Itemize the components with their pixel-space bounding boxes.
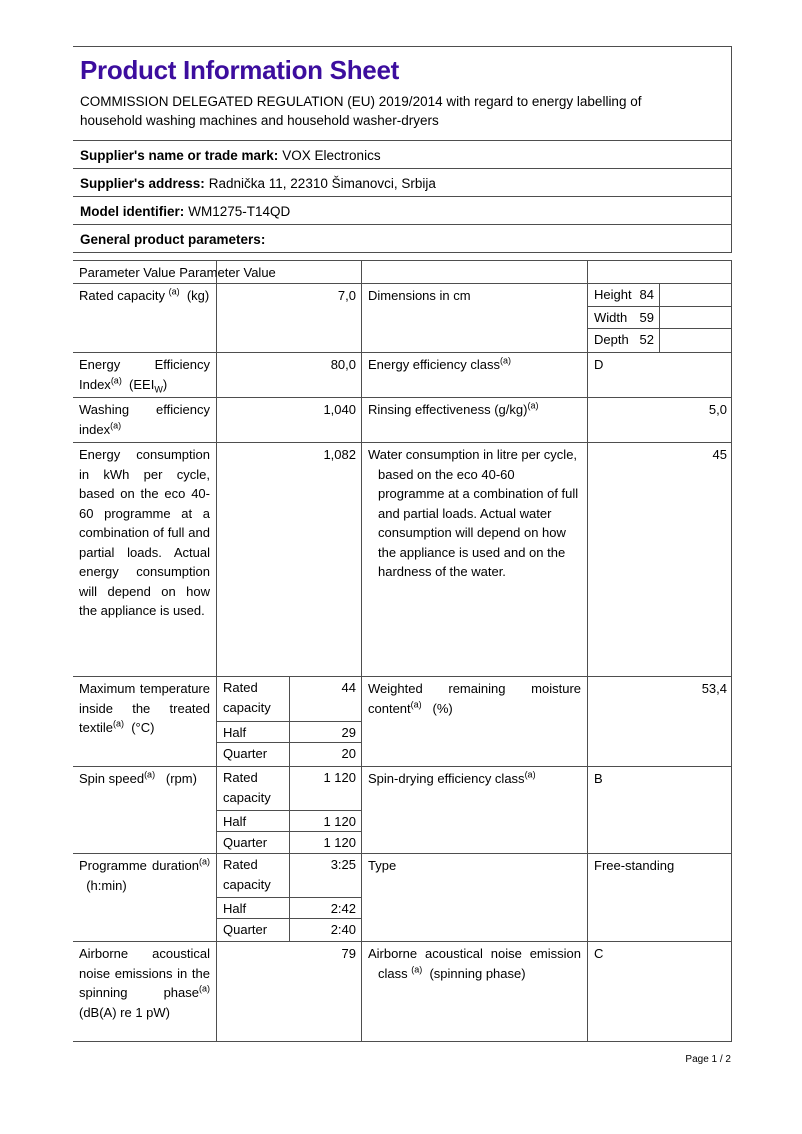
param-cell: Water consumption in litre per cycle, based on the eco 40-60 programme at a combination of full and partial loads. Actual water consumption will depend on how the appliance is used and on the hardness of the water. (362, 443, 588, 676)
dimension-row-height (588, 284, 732, 307)
row-energy-water-consumption (73, 443, 732, 677)
row-spin-speed (73, 767, 732, 854)
subrow-value: 1 120 (323, 814, 356, 830)
dimension-value: 84 (639, 287, 654, 302)
param-cell: Dimensions in cm (362, 284, 588, 352)
value-cell: 5,0 (708, 402, 727, 417)
subrow-quarter (217, 743, 361, 766)
value-cell: B (594, 771, 603, 786)
param-cell: Energy consumption in kWh per cycle, based on the eco 40-60 programme at a combination of full and partial loads. Actual energy consumption will depend on how the appliance is used. (73, 443, 217, 676)
subrow-value: 2:40 (330, 922, 356, 938)
supplier-name-row (73, 141, 731, 169)
param-cell: Rinsing effectiveness $(g/kg)^{(a)}$ (362, 398, 588, 442)
dimension-value: 52 (639, 332, 654, 348)
value-cell: 1,040 (217, 398, 362, 442)
param-cell: Rated capacity $^{(a)}$ (kg) (73, 284, 217, 352)
dimension-row-depth (588, 329, 732, 352)
value-cell: 45 (712, 447, 727, 462)
parameters-table (73, 260, 732, 1042)
supplier-address-value: Radnička 11, 22310 Šimanovci, Srbija (208, 176, 436, 191)
subrow-half (217, 811, 361, 832)
subrow-value: 29 (341, 724, 356, 740)
subrow-value: 1 120 (323, 770, 356, 785)
row-programme-duration (73, 854, 732, 942)
subrow-label: Rated capacity (217, 854, 290, 897)
subrow-half (217, 722, 361, 744)
document-header-table (73, 46, 732, 253)
value-cell: C (594, 946, 604, 961)
subrow-label: Half (217, 898, 290, 918)
subrow-quarter (217, 832, 361, 853)
supplier-address-row (73, 169, 731, 197)
row-washing-efficiency (73, 398, 732, 443)
empty-cell (660, 307, 732, 329)
supplier-address-label: Supplier's address: (80, 176, 205, 191)
dimension-label: Depth (594, 332, 629, 348)
empty-cell (660, 329, 732, 352)
param-cell: Spin speed$^{(a)}$ (rpm) (73, 767, 217, 853)
value-cell: 7,0 (217, 284, 362, 352)
subrow-label: Quarter (217, 743, 290, 766)
dimension-row-width (588, 307, 732, 330)
row-rated-capacity-dimensions (73, 284, 732, 353)
value-cell: 1,082 (217, 443, 362, 676)
param-cell: Spin-drying efficiency class$^{(a)}$ (362, 767, 588, 853)
title-block (73, 47, 731, 141)
supplier-name-value: VOX Electronics (282, 148, 381, 163)
empty-cell (660, 284, 732, 306)
dimension-label: Width (594, 309, 628, 325)
page-number: Page 1 / 2 (685, 1054, 731, 1065)
dimension-value: 59 (639, 309, 654, 325)
model-identifier-row (73, 197, 731, 225)
dimension-label: Height (594, 287, 632, 302)
subrow-rated (217, 854, 361, 898)
dimensions-subtable (588, 284, 732, 352)
subrow-quarter (217, 919, 361, 941)
subrow-half (217, 898, 361, 919)
subrow-label: Half (217, 811, 290, 831)
subrow-label: Quarter (217, 919, 290, 941)
load-subtable (217, 677, 362, 766)
subrow-label: Rated capacity (217, 677, 290, 721)
subrow-rated (217, 767, 361, 811)
general-parameters-row (73, 225, 731, 253)
subrow-value: 2:42 (330, 901, 356, 917)
value-cell: 53,4 (701, 681, 727, 696)
param-cell: Programme duration$^{(a)}$ (h:min) (73, 854, 217, 941)
subrow-label: Quarter (217, 832, 290, 853)
table-header-row (73, 261, 732, 284)
load-subtable (217, 854, 362, 941)
param-cell: Maximum temperature inside the treated textile$^{(a)}$ (°C) (73, 677, 217, 766)
param-cell: Type (362, 854, 588, 941)
subrow-rated (217, 677, 361, 722)
value-cell: 80,0 (217, 353, 362, 397)
model-identifier-label: Model identifier: (80, 204, 185, 219)
subrow-label: Half (217, 722, 290, 743)
supplier-name-label: Supplier's name or trade mark: (80, 148, 279, 163)
row-max-temperature (73, 677, 732, 767)
param-cell: Airborne acoustical noise emission class $^{(a)}$ (spinning phase) (362, 942, 588, 1041)
regulation-subtitle: COMMISSION DELEGATED REGULATION (EU) 2019/2014 with regard to energy labelling of household washing machines and household washer-dryers (80, 94, 642, 128)
page-title: Product Information Sheet (80, 55, 399, 85)
header-cell (362, 261, 588, 283)
model-identifier-value: WM1275-T14QD (188, 204, 291, 219)
value-cell: D (594, 357, 604, 372)
row-airborne-noise (73, 942, 732, 1042)
subrow-value: 20 (341, 746, 356, 762)
subrow-value: 1 120 (323, 835, 356, 851)
value-cell: 79 (217, 942, 362, 1041)
param-cell: Energy Efficiency Index$^{(a)}$ $(EEI_W)$ (73, 353, 217, 397)
dimension-cell (588, 329, 660, 352)
param-cell: Airborne acoustical noise emissions in the spinning phase$^{(a)}$ (dB(A) re 1 pW) (73, 942, 217, 1041)
param-cell: Washing efficiency index$^{(a)}$ (73, 398, 217, 442)
load-subtable (217, 767, 362, 853)
table-header-text: Parameter Value Parameter Value (79, 265, 276, 280)
subrow-value: 44 (341, 680, 356, 695)
dimension-cell (588, 284, 660, 306)
row-energy-efficiency-index (73, 353, 732, 398)
subrow-value: 3:25 (330, 857, 356, 872)
param-cell: Weighted remaining moisture content$^{(a)}$ (%) (362, 677, 588, 766)
general-parameters-label: General product parameters: (80, 232, 266, 247)
header-cell (588, 261, 732, 283)
param-cell: Energy efficiency class$^{(a)}$ (362, 353, 588, 397)
dimension-cell (588, 307, 660, 329)
value-cell: Free-standing (594, 858, 675, 873)
subrow-label: Rated capacity (217, 767, 290, 810)
